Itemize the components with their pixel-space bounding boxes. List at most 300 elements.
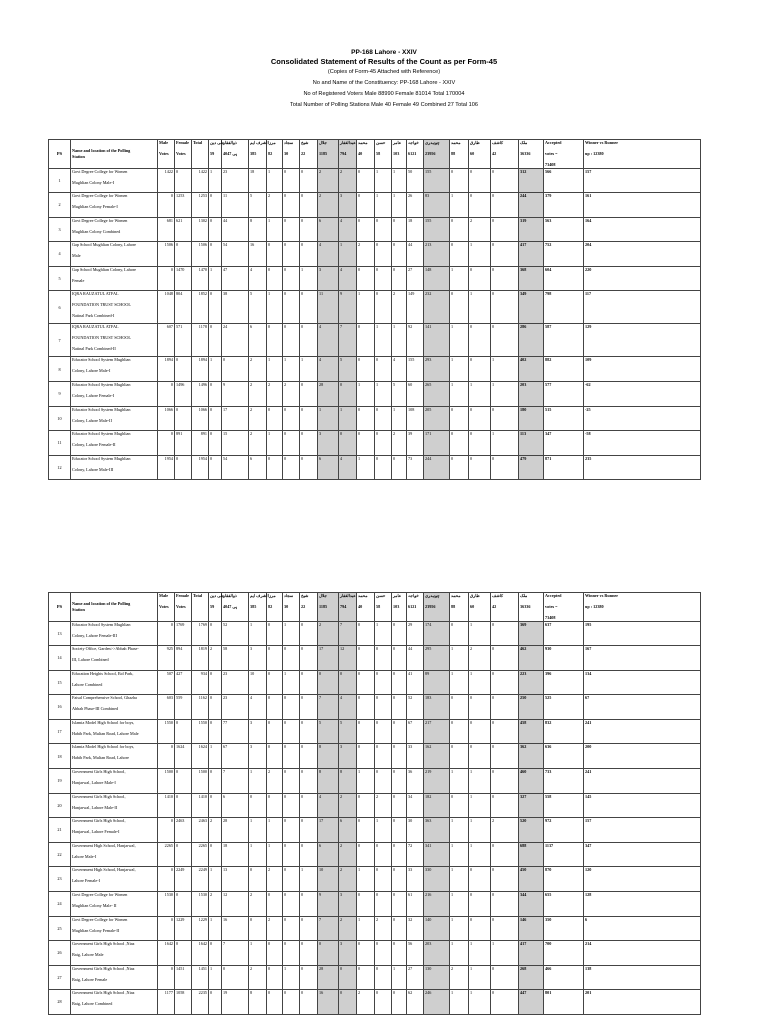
candidate-votes: 0 — [450, 242, 469, 267]
candidate-name: عبدالغفار — [340, 140, 356, 145]
winner-margin: -62 — [584, 382, 701, 407]
male-votes: 0 — [158, 193, 175, 218]
candidate-votes: 11 — [318, 291, 339, 324]
candidate-name: محمد — [451, 140, 461, 145]
male-votes: 1550 — [158, 719, 175, 744]
candidate-header-16 — [491, 140, 519, 169]
candidate-votes: 73 — [407, 455, 424, 480]
candidate-votes: 2 — [375, 793, 392, 818]
winner-margin: 220 — [584, 266, 701, 291]
table-row — [49, 965, 701, 990]
candidate-votes: 8 — [318, 769, 339, 794]
table-row — [49, 357, 701, 382]
candidate-votes: 0 — [209, 431, 222, 456]
accepted-votes: 350 — [544, 916, 584, 941]
male-votes: 1954 — [158, 455, 175, 480]
candidate-header-15 — [469, 593, 491, 622]
candidate-votes: 6 — [339, 818, 357, 843]
female-votes: 0 — [175, 455, 192, 480]
candidate-votes: 0 — [283, 695, 300, 720]
candidate-votes: 89 — [424, 670, 450, 695]
table-row — [49, 916, 701, 941]
candidate-votes: 23 — [222, 168, 249, 193]
candidate-votes: 0 — [300, 406, 318, 431]
candidate-votes: 29 — [407, 621, 424, 646]
candidate-votes: 1 — [469, 769, 491, 794]
winner-margin: 129 — [584, 324, 701, 357]
winner-margin: 117 — [584, 291, 701, 324]
male-votes: 607 — [158, 324, 175, 357]
leading-candidate-votes: 349 — [519, 291, 544, 324]
candidate-votes: 39 — [407, 431, 424, 456]
total-votes: 1451 — [192, 965, 209, 990]
candidate-total: 42 — [492, 604, 497, 609]
leading-candidate-votes: 479 — [519, 455, 544, 480]
candidate-votes: 2 — [249, 357, 267, 382]
winner-margin: 109 — [584, 357, 701, 382]
candidate-votes: 0 — [450, 695, 469, 720]
candidate-votes: 1 — [450, 867, 469, 892]
table-row — [49, 431, 701, 456]
ps-number: 9 — [49, 382, 71, 407]
candidate-votes: 4 — [318, 793, 339, 818]
candidate-votes: 0 — [375, 965, 392, 990]
male-votes: 1066 — [158, 406, 175, 431]
table-row — [49, 818, 701, 843]
candidate-votes: 2 — [209, 646, 222, 671]
candidate-votes: 1 — [450, 916, 469, 941]
leading-candidate-votes: 268 — [519, 965, 544, 990]
candidate-votes: 1 — [375, 193, 392, 218]
candidate-votes: 203 — [424, 941, 450, 966]
candidate-votes: 0 — [283, 916, 300, 941]
total-votes: 1769 — [192, 621, 209, 646]
male-votes: 0 — [158, 744, 175, 769]
candidate-votes: 1 — [469, 242, 491, 267]
candidate-votes: 1 — [283, 670, 300, 695]
name-header: Name and location of the Polling Station — [71, 140, 158, 169]
ps-number: 5 — [49, 266, 71, 291]
constituency-line: No and Name of the Constituency: PP-168 Lahore - XXIV — [312, 80, 456, 86]
ps-number: 17 — [49, 719, 71, 744]
candidate-votes: 246 — [424, 990, 450, 1015]
candidate-name: ملک — [520, 140, 528, 145]
candidate-votes: 4 — [249, 695, 267, 720]
candidate-votes: 140 — [424, 916, 450, 941]
accepted-votes: 566 — [544, 168, 584, 193]
winner-margin: 200 — [584, 744, 701, 769]
candidate-votes: 23 — [222, 670, 249, 695]
polling-station-name: Education Heights School, Eid Park, Lahore Combined — [71, 670, 158, 695]
female-votes: 2249 — [175, 867, 192, 892]
candidate-votes: 4 — [339, 266, 357, 291]
candidate-total: 36336 — [520, 151, 531, 156]
candidate-header-5 — [283, 140, 300, 169]
total-votes: 2235 — [192, 990, 209, 1015]
candidate-total: 4047 پی — [223, 604, 238, 609]
candidate-name: شیخ — [301, 140, 309, 145]
candidate-votes: 0 — [209, 324, 222, 357]
ps-number: 25 — [49, 916, 71, 941]
candidate-votes: 155 — [424, 168, 450, 193]
candidate-votes: 0 — [283, 455, 300, 480]
candidate-votes: 3 — [249, 744, 267, 769]
ps-number: 22 — [49, 842, 71, 867]
candidate-votes: 1 — [469, 382, 491, 407]
candidate-votes: 0 — [357, 621, 375, 646]
table-row — [49, 695, 701, 720]
accepted-votes: 347 — [544, 431, 584, 456]
candidate-votes: 0 — [375, 892, 392, 917]
candidate-votes: 0 — [357, 695, 375, 720]
candidate-votes: 1 — [469, 291, 491, 324]
candidate-votes: 47 — [222, 266, 249, 291]
accepted-votes: 798 — [544, 291, 584, 324]
leading-candidate-votes: 402 — [519, 357, 544, 382]
candidate-total: 794 — [340, 151, 347, 156]
candidate-votes: 1 — [209, 965, 222, 990]
candidate-votes: 6 — [222, 793, 249, 818]
candidate-votes: 0 — [491, 990, 519, 1015]
candidate-votes: 0 — [283, 242, 300, 267]
polling-station-name: Gap School Mughlian Colony, Lahore Male — [71, 242, 158, 267]
candidate-total: 1185 — [319, 604, 328, 609]
candidate-votes: 1 — [357, 455, 375, 480]
winner-margin: 201 — [584, 990, 701, 1015]
total-votes: 1496 — [192, 382, 209, 407]
candidate-votes: 2 — [491, 818, 519, 843]
candidate-votes: 341 — [424, 842, 450, 867]
candidate-header-2 — [222, 140, 249, 169]
total-votes: 1253 — [192, 193, 209, 218]
candidate-votes: 0 — [300, 168, 318, 193]
candidate-votes: 0 — [491, 168, 519, 193]
ps-number: 7 — [49, 324, 71, 357]
candidate-votes: 0 — [392, 941, 407, 966]
polling-station-name: Government Girls High School, Hanjarwal, Lahore Male-I — [71, 769, 158, 794]
candidate-votes: 44 — [222, 217, 249, 242]
ps-number: 27 — [49, 965, 71, 990]
candidate-votes: 2 — [357, 242, 375, 267]
candidate-votes: 0 — [375, 867, 392, 892]
candidate-votes: 0 — [283, 719, 300, 744]
candidate-votes: 0 — [300, 382, 318, 407]
candidate-votes: 1 — [450, 324, 469, 357]
candidate-votes: 0 — [375, 719, 392, 744]
table-row — [49, 670, 701, 695]
female-votes: 1624 — [175, 744, 192, 769]
candidate-votes: 7 — [318, 916, 339, 941]
candidate-votes: 0 — [267, 670, 283, 695]
candidate-votes: 9 — [339, 291, 357, 324]
candidate-votes: 4 — [339, 455, 357, 480]
candidate-votes: 0 — [491, 324, 519, 357]
winner-margin: 157 — [584, 818, 701, 843]
candidate-votes: 0 — [283, 941, 300, 966]
ps-number: 4 — [49, 242, 71, 267]
candidate-votes: 17 — [222, 406, 249, 431]
candidate-votes: 0 — [392, 892, 407, 917]
winner-margin: 167 — [584, 646, 701, 671]
candidate-votes: 67 — [222, 744, 249, 769]
candidate-votes: 2 — [469, 646, 491, 671]
candidate-votes: 0 — [300, 455, 318, 480]
candidate-votes: 0 — [209, 455, 222, 480]
winner-runner-header: Winner vs Runner up : 12380 — [584, 140, 701, 169]
total-votes: 1066 — [192, 406, 209, 431]
accepted-votes: 563 — [544, 217, 584, 242]
candidate-votes: 155 — [424, 217, 450, 242]
candidate-votes: 0 — [491, 621, 519, 646]
candidate-votes: 1 — [469, 793, 491, 818]
candidate-votes: 0 — [357, 431, 375, 456]
candidate-votes: 0 — [392, 455, 407, 480]
candidate-header-11 — [392, 140, 407, 169]
candidate-votes: 1 — [375, 324, 392, 357]
candidate-votes: 1 — [267, 168, 283, 193]
candidate-votes: 0 — [375, 744, 392, 769]
female-votes: 1058 — [175, 990, 192, 1015]
candidate-votes: 0 — [300, 990, 318, 1015]
candidate-name: چوہدری — [425, 593, 440, 598]
leading-candidate-votes: 458 — [519, 719, 544, 744]
candidate-votes: 18 — [222, 842, 249, 867]
constituency-title: PP-168 Lahore - XXIV — [351, 49, 417, 56]
candidate-votes: 0 — [209, 670, 222, 695]
table-row — [49, 291, 701, 324]
candidate-total: 36336 — [520, 604, 531, 609]
candidate-total: 1185 — [319, 151, 328, 156]
accepted-votes: 636 — [544, 744, 584, 769]
candidate-votes: 0 — [283, 193, 300, 218]
candidate-votes: 6 — [249, 324, 267, 357]
winner-margin: 145 — [584, 793, 701, 818]
candidate-votes: 0 — [300, 324, 318, 357]
candidate-header-12 — [407, 140, 424, 169]
candidate-votes: 0 — [357, 965, 375, 990]
accepted-votes: 700 — [544, 941, 584, 966]
candidate-votes: 0 — [300, 217, 318, 242]
leading-candidate-votes: 286 — [519, 324, 544, 357]
accepted-votes: 972 — [544, 818, 584, 843]
accepted-votes: 930 — [544, 646, 584, 671]
candidate-votes: 0 — [392, 818, 407, 843]
candidate-votes: 0 — [491, 793, 519, 818]
header-row — [49, 593, 701, 622]
candidate-votes: 1 — [491, 431, 519, 456]
leading-candidate-votes: 460 — [519, 769, 544, 794]
candidate-votes: 52 — [407, 695, 424, 720]
polling-station-name: Faisal Comprehensive School, Ghazha Abbah Phase-III Combined — [71, 695, 158, 720]
candidate-votes: 0 — [283, 324, 300, 357]
candidate-votes: 1 — [300, 357, 318, 382]
candidate-votes: 0 — [469, 431, 491, 456]
candidate-votes: 7 — [222, 941, 249, 966]
candidate-votes: 0 — [209, 695, 222, 720]
ps-number: 13 — [49, 621, 71, 646]
total-votes: 1894 — [192, 357, 209, 382]
male-votes: 0 — [158, 867, 175, 892]
table-row — [49, 793, 701, 818]
polling-station-name: Educator School System Mughlian Colony, Lahore Male-II — [71, 406, 158, 431]
candidate-votes: 0 — [283, 793, 300, 818]
accepted-votes: 577 — [544, 382, 584, 407]
table-row — [49, 941, 701, 966]
female-votes: 0 — [175, 769, 192, 794]
candidate-votes: 3 — [318, 431, 339, 456]
candidate-votes: 1 — [450, 818, 469, 843]
candidate-votes: 4 — [318, 357, 339, 382]
candidate-votes: 6 — [249, 455, 267, 480]
candidate-votes: 2 — [209, 818, 222, 843]
candidate-total: 58 — [376, 604, 381, 609]
candidate-votes: 61 — [407, 892, 424, 917]
candidate-header-3 — [249, 140, 267, 169]
male-votes: 0 — [158, 621, 175, 646]
candidate-name: سجاد — [284, 140, 294, 145]
total-votes: 1410 — [192, 793, 209, 818]
candidate-votes: 219 — [424, 769, 450, 794]
candidate-votes: 0 — [357, 193, 375, 218]
table-row — [49, 242, 701, 267]
candidate-votes: 295 — [424, 646, 450, 671]
candidate-votes: 17 — [318, 818, 339, 843]
female-votes: 2463 — [175, 818, 192, 843]
total-votes: 1506 — [192, 242, 209, 267]
male-votes: 1530 — [158, 892, 175, 917]
accepted-votes: 396 — [544, 670, 584, 695]
accepted-votes: 870 — [544, 867, 584, 892]
candidate-votes: 9 — [318, 892, 339, 917]
candidate-votes: 1 — [357, 916, 375, 941]
candidate-votes: 0 — [450, 719, 469, 744]
candidate-votes: 1 — [249, 818, 267, 843]
candidate-votes: 0 — [392, 695, 407, 720]
results-table-1 — [48, 139, 701, 480]
ps-number: 3 — [49, 217, 71, 242]
candidate-votes: 0 — [267, 941, 283, 966]
candidate-header-4 — [267, 593, 283, 622]
candidate-votes: 0 — [469, 867, 491, 892]
candidate-votes: 34 — [407, 793, 424, 818]
leading-candidate-votes: 462 — [519, 646, 544, 671]
winner-margin: 128 — [584, 892, 701, 917]
candidate-total: 88 — [451, 151, 456, 156]
candidate-votes: 0 — [300, 719, 318, 744]
candidate-votes: 0 — [469, 406, 491, 431]
table-row — [49, 842, 701, 867]
candidate-votes: 0 — [450, 431, 469, 456]
male-votes: 681 — [158, 217, 175, 242]
accepted-votes: 752 — [544, 242, 584, 267]
candidate-votes: 0 — [283, 431, 300, 456]
candidate-votes: 0 — [300, 793, 318, 818]
candidate-header-8 — [339, 593, 357, 622]
candidate-votes: 0 — [283, 769, 300, 794]
candidate-votes: 0 — [357, 406, 375, 431]
candidate-total: 60 — [470, 604, 475, 609]
candidate-votes: 83 — [424, 193, 450, 218]
candidate-votes: 0 — [357, 941, 375, 966]
candidate-name: طارق — [470, 140, 480, 145]
candidate-votes: 1 — [469, 990, 491, 1015]
candidate-votes: 2 — [375, 916, 392, 941]
candidate-votes: 0 — [491, 217, 519, 242]
candidate-votes: 1 — [283, 965, 300, 990]
polling-station-name: Govt Degree College for Women Mughlian Colony Male- II — [71, 892, 158, 917]
winner-margin: -25 — [584, 406, 701, 431]
candidate-votes: 0 — [491, 406, 519, 431]
candidate-votes: 1 — [491, 357, 519, 382]
table-row — [49, 382, 701, 407]
candidate-votes: 8 — [339, 769, 357, 794]
total-votes: 1624 — [192, 744, 209, 769]
candidate-votes: 1 — [267, 818, 283, 843]
candidate-votes: 0 — [375, 455, 392, 480]
candidate-votes: 0 — [392, 646, 407, 671]
candidate-votes: 72 — [407, 842, 424, 867]
accepted-votes: 637 — [544, 621, 584, 646]
candidate-votes: 5 — [318, 719, 339, 744]
candidate-votes: 0 — [267, 695, 283, 720]
male-votes: 925 — [158, 646, 175, 671]
candidate-votes: 0 — [450, 793, 469, 818]
candidate-votes: 1 — [357, 291, 375, 324]
ps-number: 21 — [49, 818, 71, 843]
candidate-votes: 12 — [339, 646, 357, 671]
candidate-votes: 0 — [491, 193, 519, 218]
candidate-votes: 8 — [249, 990, 267, 1015]
candidate-votes: 0 — [267, 719, 283, 744]
candidate-votes: 2 — [318, 193, 339, 218]
candidate-votes: 0 — [357, 719, 375, 744]
candidate-votes: 5 — [392, 382, 407, 407]
candidate-votes: 0 — [491, 965, 519, 990]
ps-number: 24 — [49, 892, 71, 917]
leading-candidate-votes: 250 — [519, 695, 544, 720]
candidate-header-12 — [407, 593, 424, 622]
candidate-votes: 1 — [267, 842, 283, 867]
candidate-header-9 — [357, 140, 375, 169]
candidate-votes: 0 — [469, 168, 491, 193]
total-votes: 1819 — [192, 646, 209, 671]
candidate-total: 88 — [451, 604, 456, 609]
candidate-votes: 0 — [357, 266, 375, 291]
candidate-votes: 0 — [491, 266, 519, 291]
candidate-votes: 2 — [249, 892, 267, 917]
candidate-votes: 44 — [407, 242, 424, 267]
candidate-votes: 0 — [267, 455, 283, 480]
candidate-total: 82 — [268, 151, 273, 156]
candidate-name: جلال — [319, 593, 328, 598]
candidate-votes: 0 — [357, 818, 375, 843]
candidate-header-6 — [300, 140, 318, 169]
candidate-votes: 0 — [491, 842, 519, 867]
male-votes: 603 — [158, 695, 175, 720]
report-header — [0, 48, 768, 111]
candidate-header-6 — [300, 593, 318, 622]
candidate-votes: 0 — [392, 916, 407, 941]
candidate-votes: 4 — [392, 357, 407, 382]
candidate-votes: 1 — [283, 357, 300, 382]
candidate-votes: 0 — [469, 193, 491, 218]
candidate-votes: 5 — [249, 291, 267, 324]
female-votes: 0 — [175, 719, 192, 744]
candidate-votes: 0 — [339, 990, 357, 1015]
candidate-votes: 0 — [357, 217, 375, 242]
candidate-votes: 0 — [283, 892, 300, 917]
candidate-votes: 1 — [392, 193, 407, 218]
